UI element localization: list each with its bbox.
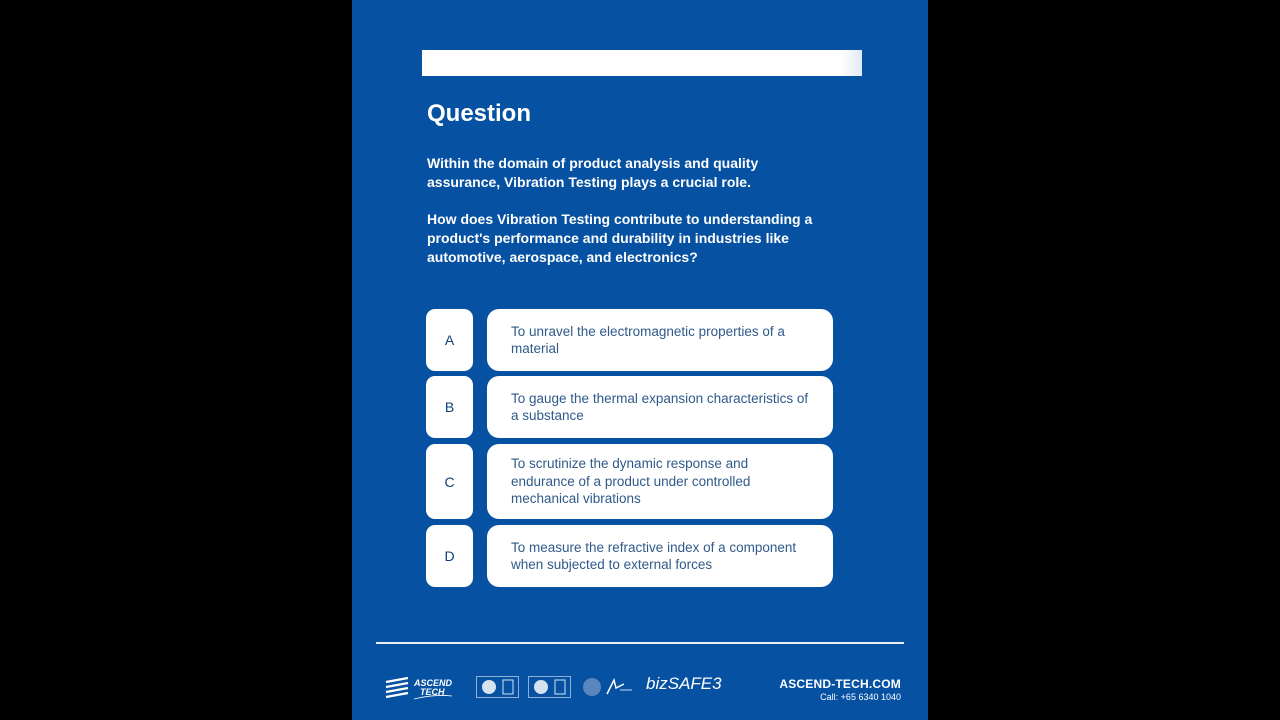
phone-number: Call: +65 6340 1040 <box>820 692 901 702</box>
option-text[interactable]: To unravel the electromagnetic properties of a material <box>487 309 833 371</box>
accreditation-logos <box>582 676 634 703</box>
question-heading: Question <box>427 100 532 127</box>
progress-bar <box>422 50 862 76</box>
svg-text:TECH: TECH <box>420 687 445 697</box>
option-text[interactable]: To measure the refractive index of a component when subjected to external forces <box>487 525 833 587</box>
option-text[interactable]: To scrutinize the dynamic response and endurance of a product under controlled mechanical vibrations <box>487 444 833 519</box>
website-link[interactable]: ASCEND-TECH.COM <box>779 677 901 691</box>
question-prompt: How does Vibration Testing contribute to understanding a product's performance and durability in industries like automotive, aerospace, and electronics? <box>427 211 813 265</box>
option-text[interactable]: To gauge the thermal expansion characteristics of a substance <box>487 376 833 438</box>
option-letter[interactable]: C <box>426 444 473 519</box>
iso-cert-badge-2 <box>528 676 571 698</box>
iso-cert-badge-1 <box>476 676 519 698</box>
footer-divider <box>376 642 904 644</box>
option-letter[interactable]: B <box>426 376 473 438</box>
quiz-panel <box>352 0 928 720</box>
svg-text:ASCEND: ASCEND <box>414 678 453 688</box>
question-context: Within the domain of product analysis and quality assurance, Vibration Testing plays a crucial role. <box>427 155 759 190</box>
option-letter[interactable]: D <box>426 525 473 587</box>
ascend-tech-logo <box>384 676 454 700</box>
bizsafe-logo: bizSAFE3 <box>646 674 722 693</box>
option-letter[interactable]: A <box>426 309 473 371</box>
